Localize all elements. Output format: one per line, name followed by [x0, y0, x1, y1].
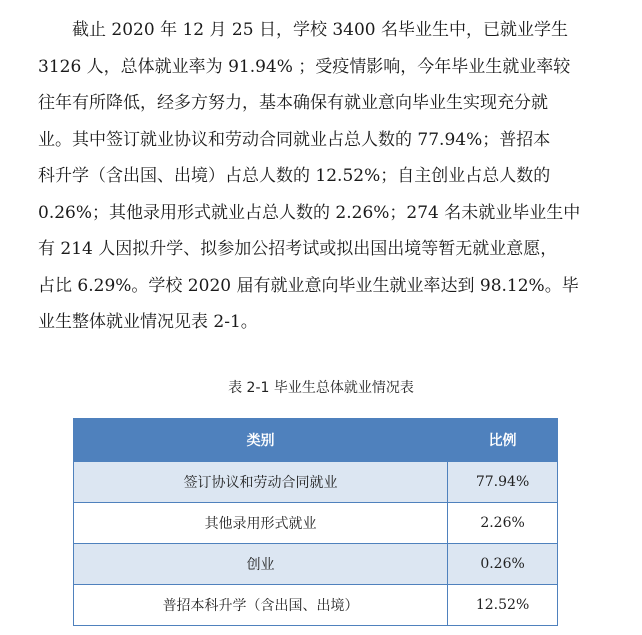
table-caption: 表 2-1 毕业生总体就业情况表: [228, 380, 414, 396]
category-cell: 普招本科升学（含出国、出境）: [74, 585, 448, 626]
paragraph-line: 业。其中签订就业协议和劳动合同就业占总人数的 77.94%；普招本: [38, 129, 551, 150]
table-row: [74, 462, 558, 503]
ratio-cell: 0.26%: [448, 544, 558, 585]
paragraph-line: 占比 6.29%。学校 2020 届有就业意向毕业生就业率达到 98.12%。毕: [38, 275, 579, 296]
employment-table: [73, 418, 558, 626]
header-ratio: 比例: [448, 419, 558, 462]
paragraph-line: 3126 人，总体就业率为 91.94% ；受疫情影响，今年毕业生就业率较: [38, 56, 571, 77]
table-row: [74, 585, 558, 626]
table-row: [74, 503, 558, 544]
ratio-cell: 77.94%: [448, 462, 558, 503]
ratio-cell: 2.26%: [448, 503, 558, 544]
paragraph-line: 往年有所降低，经多方努力，基本确保有就业意向毕业生实现充分就: [38, 93, 548, 113]
paragraph-line: 业生整体就业情况见表 2-1。: [38, 312, 258, 332]
paragraph-line: 有 214 人因拟升学、拟参加公招考试或拟出国出境等暂无就业意愿，: [38, 239, 558, 259]
paragraph-line: 0.26%；其他录用形式就业占总人数的 2.26%；274 名未就业毕业生中: [38, 202, 581, 223]
body-paragraph: [38, 12, 616, 341]
category-cell: 其他录用形式就业: [74, 503, 448, 544]
paragraph-line: 截止 2020 年 12 月 25 日，学校 3400 名毕业生中，已就业学生: [72, 20, 569, 40]
ratio-cell: 12.52%: [448, 585, 558, 626]
header-category: 类别: [74, 419, 448, 462]
category-cell: 签订协议和劳动合同就业: [74, 462, 448, 503]
table-header-row: [74, 419, 558, 462]
table-row: [74, 544, 558, 585]
category-cell: 创业: [74, 544, 448, 585]
paragraph-line: 科升学（含出国、出境）占总人数的 12.52%；自主创业占总人数的: [38, 166, 551, 186]
